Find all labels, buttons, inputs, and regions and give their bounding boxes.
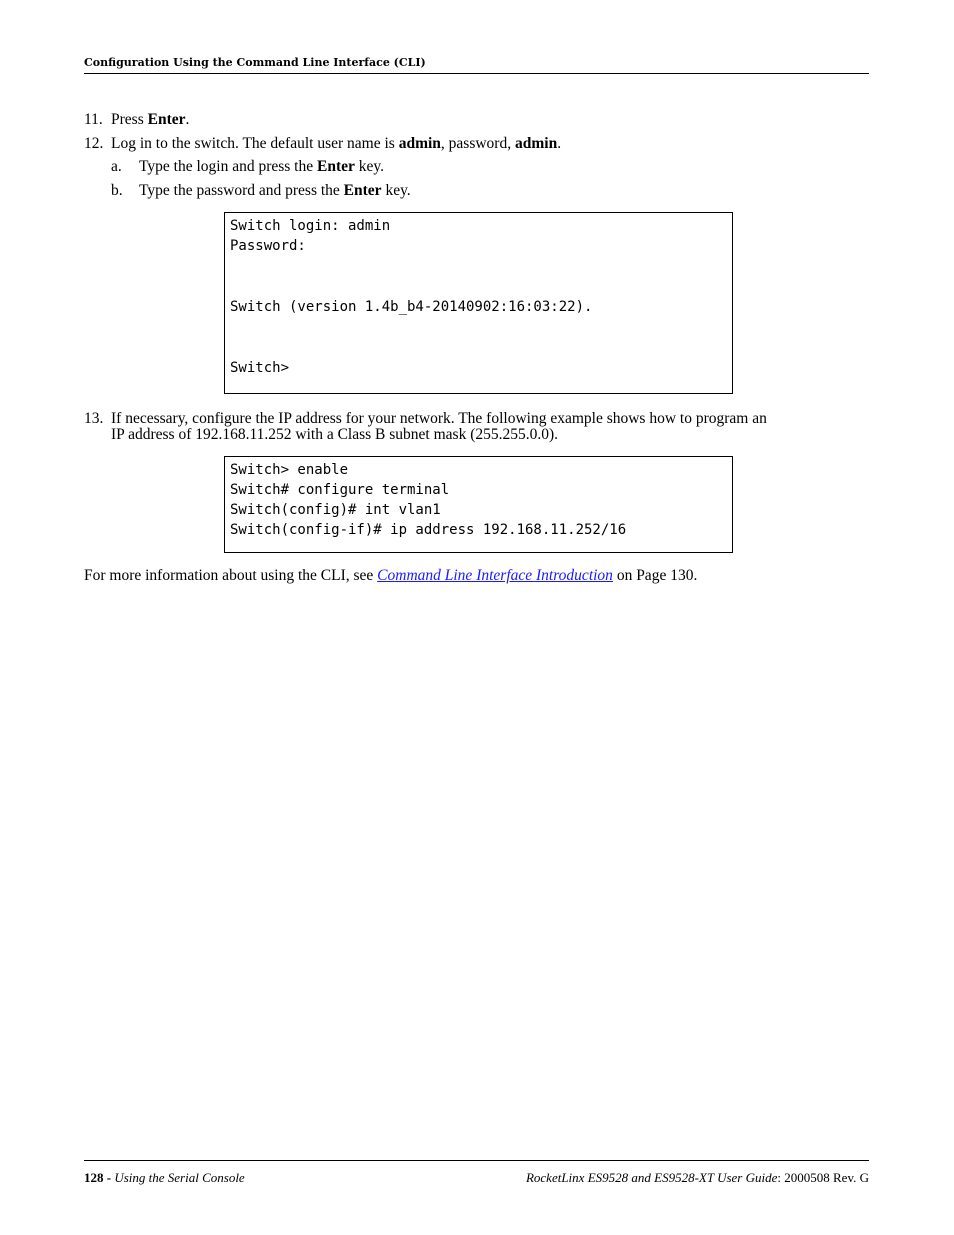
- substep-b: [111, 182, 123, 200]
- code-line: Switch(config)# int vlan1: [230, 502, 441, 518]
- step-12: [84, 135, 103, 153]
- code-line: Switch# configure terminal: [230, 482, 450, 498]
- substep-letter: b.: [111, 182, 123, 199]
- step-13-text-line2: IP address of 192.168.11.252 with a Class B subnet mask (255.255.0.0).: [111, 426, 559, 443]
- step-number: 12.: [84, 135, 104, 152]
- step-13: [84, 410, 103, 428]
- step-number: 11.: [84, 111, 103, 128]
- default-username: admin: [398, 135, 441, 152]
- key-name: Enter: [317, 158, 355, 175]
- substep-b-text: Type the password and press the Enter key.: [139, 182, 411, 199]
- header-divider: [84, 73, 869, 74]
- key-name: Enter: [147, 111, 186, 128]
- code-line: Switch (version 1.4b_b4-20140902:16:03:22).: [230, 299, 593, 315]
- substep-letter: a.: [111, 158, 122, 175]
- page-number: 128 -: [84, 1170, 115, 1185]
- code-line: Password:: [230, 238, 306, 254]
- step-11: [84, 111, 103, 129]
- substep-a-text: Type the login and press the Enter key.: [139, 158, 385, 175]
- step-11-text: Press Enter.: [111, 111, 190, 128]
- footer-right: [526, 1170, 869, 1186]
- code-line: Switch>: [230, 360, 290, 376]
- code-line: Switch(config-if)# ip address 192.168.11.252/16: [230, 522, 627, 538]
- document-revision: : 2000508 Rev. G: [777, 1170, 869, 1185]
- running-header: Configuration Using the Command Line Interface (CLI): [84, 56, 426, 69]
- code-line: Switch> enable: [230, 462, 349, 478]
- step-13-text-line1: If necessary, configure the IP address for your network. The following example shows how to program an: [111, 410, 767, 427]
- footer-divider: [84, 1160, 869, 1161]
- substep-a: [111, 158, 122, 176]
- more-info-paragraph: For more information about using the CLI, see Command Line Interface Introduction on Page 130.: [84, 567, 698, 584]
- code-block-login: [224, 212, 733, 394]
- step-number: 13.: [84, 410, 104, 427]
- section-name: Using the Serial Console: [114, 1170, 245, 1185]
- step-12-text: Log in to the switch. The default user name is admin, password, admin.: [111, 135, 562, 152]
- guide-title: RocketLinx ES9528 and ES9528-XT User Guide: [525, 1170, 778, 1185]
- code-line: Switch login: admin: [230, 218, 391, 234]
- code-block-ip-config: [224, 456, 733, 553]
- cli-introduction-link[interactable]: Command Line Interface Introduction: [377, 567, 613, 584]
- footer-left: [84, 1170, 245, 1186]
- default-password: admin: [514, 135, 558, 152]
- key-name: Enter: [343, 182, 382, 199]
